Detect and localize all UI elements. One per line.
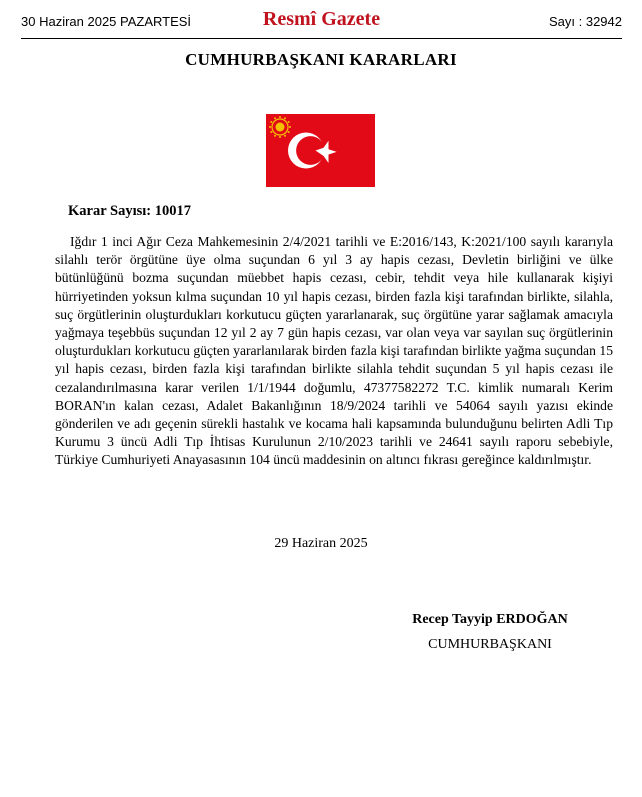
section-title: CUMHURBAŞKANI KARARLARI xyxy=(185,50,457,69)
signer-name: Recep Tayyip ERDOĞAN xyxy=(412,612,568,627)
decision-body: Iğdır 1 inci Ağır Ceza Mahkemesinin 2/4/2021 tarihli ve E:2016/143, K:2021/100 sayılı kararıyla silahlı terör örgütüne üye olma suçundan 6 yıl 3 ay hapis cezası, Devletin birliğini ve ülke bütünlüğünü bozma suçundan müebbet hapis cezası, cebir, tehdit veya hile kullanarak kişiyi hürriyetinden yoksun kılma suçundan 10 yıl hapis cezası, birden fazla kişi tarafından birlikte, silahla, suç örgütlerinin oluşturdukları korkutucu güçten yararlanarak, suç örgütüne yarar sağlamak amacıyla yağmaya teşebbüs suçundan 12 yıl 2 ay 7 gün hapis cezası, var olan veya var sayılan suç örgütlerinin oluşturdukları korkutucu güçten yararlanılarak birden fazla kişi tarafından birlikte yağma suçundan 15 yıl hapis cezası, birden fazla kişi tarafından birlikte silahla tehdit suçundan 5 yıl hapis cezası ile cezalandırılmasına karar verilen 1/1/1944 doğumlu, 47377582272 T.C. kimlik numaralı Kerim BORAN'ın kalan cezası, Adalet Bakanlığının 18/9/2024 tarihli ve 54064 sayılı yazısı ekinde gönderilen ve adı geçenin sürekli hastalık ve kocama hali kapsamında bulunduğunu belirten Adli Tıp Kurumu 3 üncü Adli Tıp İhtisas Kurulunun 2/10/2023 tarihli ve 24641 sayılı raporu sebebiyle, Türkiye Cumhuriyeti Anayasasının 104 üncü maddesinin on altıncı fıkrası gereğince kaldırılmıştır. xyxy=(55,234,613,468)
signer-title: CUMHURBAŞKANI xyxy=(428,637,552,652)
issue-number: Sayı : 32942 xyxy=(549,14,622,29)
issue-date: 30 Haziran 2025 PAZARTESİ xyxy=(21,14,192,29)
turkish-flag xyxy=(266,114,375,187)
decision-number: Karar Sayısı: 10017 xyxy=(68,203,191,219)
gazette-title: Resmî Gazete xyxy=(262,8,381,30)
gazette-header xyxy=(21,8,622,39)
signing-date: 29 Haziran 2025 xyxy=(274,536,368,551)
